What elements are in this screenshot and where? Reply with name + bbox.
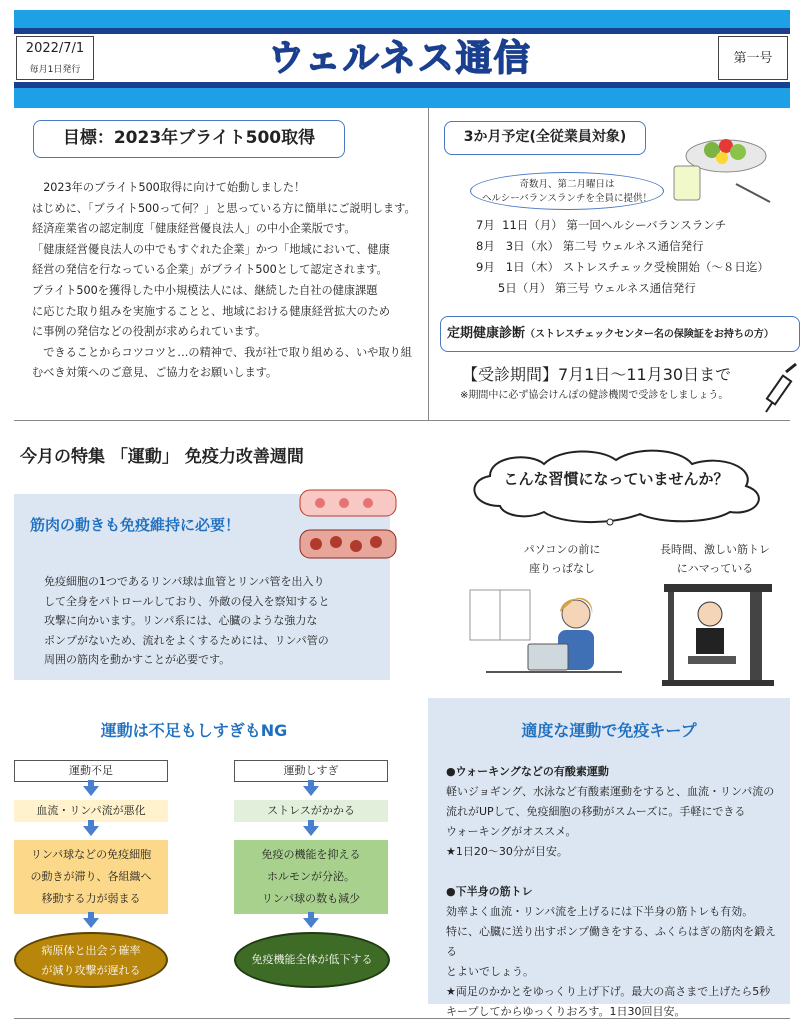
- newsletter-title: ウェルネス通信: [268, 38, 532, 79]
- schedule-list: [476, 215, 796, 299]
- muscle-line: 攻撃に向かいます。リンパ系には、心臓のような強力な: [44, 614, 318, 627]
- header-bar-bottom: [14, 88, 790, 108]
- keep-line: とよいでしょう。: [446, 965, 534, 978]
- lack-step2-line: 移動する力が弱まる: [41, 892, 141, 905]
- checkup-note: ※期間中に必ず協会けんぽの健診機関で受診をしましょう。: [460, 390, 729, 401]
- lunch-bubble: [470, 172, 664, 210]
- schedule-title: 3か月予定(全従業員対象): [444, 121, 646, 155]
- over-step2-line: リンパ球の数も減少: [261, 892, 361, 905]
- checkup-title: 定期健康診断: [447, 326, 526, 341]
- ng-title: 運動は不足もしすぎもNG: [100, 721, 288, 740]
- bubble-line: 奇数月、第二月曜日は: [519, 179, 615, 190]
- schedule-item: 8月 3日（水） 第二号 ウェルネス通信発行: [476, 239, 704, 253]
- feature-title: 今月の特集 「運動」 免疫力改善週間: [20, 447, 304, 467]
- goal-line: 「健康経営優良法人の中でもすぐれた企業」かつ「地域において、健康: [32, 242, 390, 256]
- down-arrow-icon: [83, 918, 99, 928]
- keep-line: キープしてからゆっくりおろす。1日30回目安。: [446, 1005, 686, 1018]
- goal-line: 2023年のブライト500取得に向けて始動しました！: [32, 181, 306, 194]
- over-flow: [234, 760, 388, 988]
- issue-number: 第一号: [718, 36, 788, 80]
- salad-illustration: [666, 122, 778, 214]
- muscle-line: して全身をパトロールしており、外敵の侵入を察知すると: [44, 594, 330, 608]
- keep-line: 流れがUPして、免疫細胞の移動がスムーズに。手軽にできる: [446, 805, 746, 818]
- keep-line: ウォーキングがオススメ。: [446, 825, 577, 838]
- over-label: 運動しすぎ: [234, 760, 388, 782]
- lack-label: 運動不足: [14, 760, 168, 782]
- schedule-item: 5日（月） 第三号 ウェルネス通信発行: [476, 281, 696, 295]
- issued-note: 毎月1日発行: [29, 65, 81, 75]
- issue-date: 2022/7/1: [25, 41, 85, 56]
- over-step2-line: ホルモンが分泌。: [267, 870, 355, 883]
- desk-worker-illustration: [466, 584, 626, 696]
- pc-line: 座りっぱなし: [529, 562, 595, 575]
- down-arrow-icon: [303, 786, 319, 796]
- muscle-text: [44, 572, 384, 670]
- checkup-title-box: [440, 316, 800, 352]
- lack-result-line: が減り攻撃が遅れる: [41, 964, 141, 977]
- goal-line: に事例の発信などの役割が求められています。: [32, 325, 267, 339]
- schedule-item: 7月 11日（月） 第一回ヘルシーバランスランチ: [476, 218, 727, 232]
- goal-line: に応じた取り組みを実施することと、地域における健康経営拡大のため: [32, 304, 391, 318]
- down-arrow-icon: [303, 826, 319, 836]
- keep-body: [446, 762, 786, 1022]
- goal-line: できることからコツコツと…の精神で、我が社で取り組める、いや取り組: [32, 345, 412, 359]
- goal-line: はじめに、「ブライト500って何？」と思っている方に簡単にご説明します。: [32, 201, 416, 215]
- down-arrow-icon: [303, 918, 319, 928]
- lack-flow: [14, 760, 168, 988]
- gym-line: 長時間、激しい筋トレ: [660, 543, 770, 556]
- gym-caption: [640, 540, 790, 578]
- lack-step2-line: リンパ球などの免疫細胞: [30, 848, 152, 861]
- muscle-line: ポンプがないため、流れをよくするためには、リンパ管の: [44, 633, 329, 647]
- over-step2-line: 免疫の機能を抑える: [261, 848, 361, 861]
- column-divider: [428, 108, 429, 420]
- muscle-line: 免疫細胞の1つであるリンパ球は血管とリンパ管を出入り: [44, 575, 325, 588]
- goal-line: むべき対策へのご意見、ご協力をお願いします。: [32, 366, 278, 380]
- cloud-text: こんな習慣になっていませんか？: [503, 470, 729, 488]
- lack-result: [14, 932, 168, 988]
- keep-title: 適度な運動で免疫キープ: [521, 721, 697, 740]
- gym-line: にハマっている: [676, 562, 754, 575]
- lack-step2-line: の動きが滞り、各組織へ: [30, 870, 152, 883]
- pc-caption: [502, 540, 622, 578]
- over-step2: [234, 840, 388, 914]
- bubble-line: ヘルシーバランスランチを全員に提供！: [481, 193, 652, 204]
- keep-line: ★両足のかかとをゆっくり上げ下げ。最大の高さまで上げたら5秒: [446, 985, 771, 998]
- keep-heading-1: ●ウォーキングなどの有酸素運動: [446, 765, 609, 778]
- blood-vessel-illustration: [296, 484, 400, 566]
- keep-line: ★1日20～30分が目安。: [446, 845, 568, 858]
- goal-line: 経営の発信を行なっている企業」がブライト500として認定されます。: [32, 263, 388, 277]
- down-arrow-icon: [83, 786, 99, 796]
- lack-step2: [14, 840, 168, 914]
- section-divider: [14, 420, 790, 421]
- header-stripe-top: [14, 28, 790, 34]
- keep-line: 特に、心臓に送り出すポンプ働きをする、ふくらはぎの筋肉を鍛える: [446, 925, 776, 958]
- goal-line: ブライト500を獲得した中小規模法人には、継続した自社の健康課題: [32, 283, 378, 297]
- goal-title: 目標：2023年ブライト500取得: [33, 120, 345, 158]
- muscle-heading: 筋肉の動きも免疫維持に必要！: [30, 516, 241, 534]
- over-step1: ストレスがかかる: [234, 800, 388, 822]
- lack-step1: 血流・リンパ流が悪化: [14, 800, 168, 822]
- muscle-line: 周囲の筋肉を動かすことが必要です。: [44, 653, 231, 666]
- pc-line: パソコンの前に: [523, 543, 601, 556]
- date-box: [16, 36, 94, 80]
- keep-line: 効率よく血流・リンパ流を上げるには下半身の筋トレも有効。: [446, 905, 754, 918]
- bottom-rule: [14, 1018, 790, 1019]
- over-result: 免疫機能全体が低下する: [234, 932, 390, 988]
- lack-result-line: 病原体と出会う確率: [41, 944, 141, 957]
- down-arrow-icon: [83, 826, 99, 836]
- goal-line: 経済産業省の認定制度「健康経営優良法人」の中小企業版です。: [32, 222, 356, 236]
- gym-machine-illustration: [658, 580, 778, 692]
- schedule-item: 9月 1日（木） ストレスチェック受検開始（～８日迄）: [476, 260, 769, 274]
- keep-line: 軽いジョギング、水泳など有酸素運動をすると、血流・リンパ流の: [446, 785, 775, 798]
- goal-text: [32, 178, 422, 384]
- header-bar-top: [14, 10, 790, 28]
- checkup-period: 【受診期間】7月1日～11月30日まで: [462, 365, 732, 384]
- keep-heading-2: ●下半身の筋トレ: [446, 885, 533, 898]
- syringe-icon: [760, 362, 800, 416]
- checkup-subtitle: （ストレスチェックセンター名の保険証をお持ちの方）: [525, 329, 774, 340]
